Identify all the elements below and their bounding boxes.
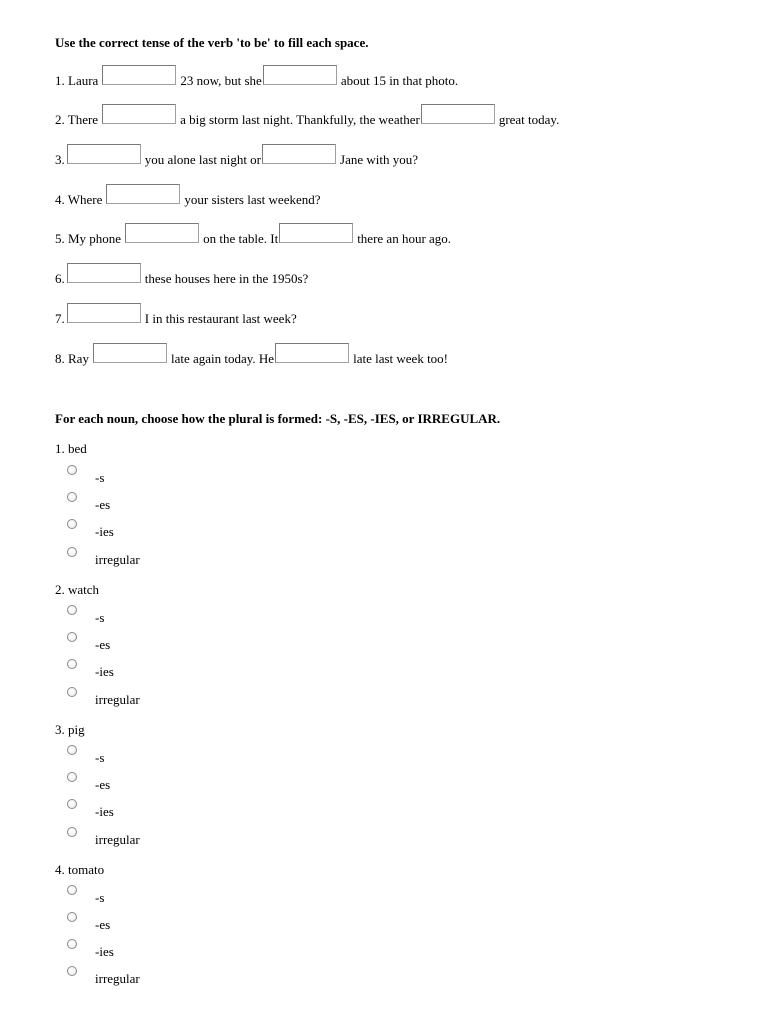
option-label: -es [95, 497, 111, 512]
row-text: late last week too! [353, 351, 449, 366]
option-row[interactable] [67, 664, 114, 679]
answer-blank-1a[interactable] [102, 65, 176, 85]
option-row[interactable] [67, 750, 104, 765]
radio-button[interactable] [67, 659, 77, 669]
answer-blank-2a[interactable] [102, 104, 176, 124]
option-row[interactable] [67, 524, 114, 539]
answer-blank-5b[interactable] [279, 223, 353, 243]
fill-row-3 [55, 145, 418, 167]
radio-button[interactable] [67, 939, 77, 949]
radio-button[interactable] [67, 519, 77, 529]
row-text: 3. [55, 152, 65, 167]
row-text: great today. [498, 112, 560, 127]
radio-button[interactable] [67, 799, 77, 809]
row-text: a big storm last night. Thankfully, the weather [180, 112, 420, 127]
answer-blank-5a[interactable] [125, 223, 199, 243]
option-label: irregular [95, 552, 140, 567]
row-text: 5. My phone [55, 231, 122, 246]
option-label: -s [95, 890, 105, 905]
option-label: -ies [95, 664, 114, 679]
option-row[interactable] [67, 610, 104, 625]
row-text: I in this restaurant last week? [144, 311, 297, 326]
radio-button[interactable] [67, 885, 77, 895]
option-row[interactable] [67, 692, 140, 707]
radio-button[interactable] [67, 966, 77, 976]
row-text: there an hour ago. [357, 231, 452, 246]
section1-instruction: Use the correct tense of the verb 'to be' to fill each space. [55, 35, 369, 50]
option-row[interactable] [67, 470, 104, 485]
answer-blank-8a[interactable] [93, 343, 167, 363]
row-text: these houses here in the 1950s? [144, 271, 309, 286]
option-label: -s [95, 750, 105, 765]
fill-row-6 [55, 264, 308, 286]
row-text: 8. Ray [55, 351, 89, 366]
fill-row-4 [55, 185, 321, 207]
answer-blank-6a[interactable] [67, 263, 141, 283]
row-text: Jane with you? [340, 152, 418, 167]
fill-row-5 [55, 224, 451, 246]
answer-blank-1b[interactable] [263, 65, 337, 85]
option-row[interactable] [67, 804, 114, 819]
row-text: on the table. It [203, 231, 279, 246]
option-row[interactable] [67, 777, 110, 792]
radio-button[interactable] [67, 632, 77, 642]
option-row[interactable] [67, 832, 140, 847]
answer-blank-7a[interactable] [67, 303, 141, 323]
row-text: 4. Where [55, 192, 103, 207]
option-label: -ies [95, 524, 114, 539]
row-text: you alone last night or [144, 152, 262, 167]
question-label-watch: 2. watch [55, 582, 100, 597]
fill-row-7 [55, 304, 297, 326]
option-label: irregular [95, 832, 140, 847]
row-text: 1. Laura [55, 73, 99, 88]
row-text: about 15 in that photo. [340, 73, 459, 88]
option-label: -es [95, 917, 111, 932]
answer-blank-4a[interactable] [106, 184, 180, 204]
row-text: 2. There [55, 112, 99, 127]
radio-button[interactable] [67, 465, 77, 475]
row-text: your sisters last weekend? [184, 192, 321, 207]
answer-blank-2b[interactable] [421, 104, 495, 124]
option-row[interactable] [67, 944, 114, 959]
option-label: -s [95, 610, 105, 625]
radio-button[interactable] [67, 605, 77, 615]
question-label-pig: 3. pig [55, 722, 85, 737]
option-label: irregular [95, 692, 140, 707]
answer-blank-3a[interactable] [67, 144, 141, 164]
option-label: -es [95, 637, 111, 652]
option-row[interactable] [67, 497, 110, 512]
option-row[interactable] [67, 552, 140, 567]
fill-row-2 [55, 105, 559, 127]
option-label: -es [95, 777, 111, 792]
radio-button[interactable] [67, 492, 77, 502]
option-label: irregular [95, 971, 140, 986]
option-row[interactable] [67, 890, 104, 905]
option-label: -ies [95, 944, 114, 959]
question-label-tomato: 4. tomato [55, 862, 105, 877]
row-text: late again today. He [170, 351, 275, 366]
option-label: -ies [95, 804, 114, 819]
option-row[interactable] [67, 917, 110, 932]
answer-blank-3b[interactable] [262, 144, 336, 164]
option-row[interactable] [67, 971, 140, 986]
section2-instruction: For each noun, choose how the plural is formed: -S, -ES, -IES, or IRREGULAR. [55, 411, 501, 426]
radio-button[interactable] [67, 912, 77, 922]
row-text: 7. [55, 311, 65, 326]
radio-button[interactable] [67, 687, 77, 697]
fill-row-1 [55, 66, 458, 88]
row-text: 6. [55, 271, 65, 286]
fill-row-8 [55, 344, 448, 366]
option-row[interactable] [67, 637, 110, 652]
row-text: 23 now, but she [180, 73, 262, 88]
radio-button[interactable] [67, 547, 77, 557]
radio-button[interactable] [67, 745, 77, 755]
radio-button[interactable] [67, 772, 77, 782]
radio-button[interactable] [67, 827, 77, 837]
option-label: -s [95, 470, 105, 485]
question-label-bed: 1. bed [55, 441, 87, 456]
answer-blank-8b[interactable] [275, 343, 349, 363]
